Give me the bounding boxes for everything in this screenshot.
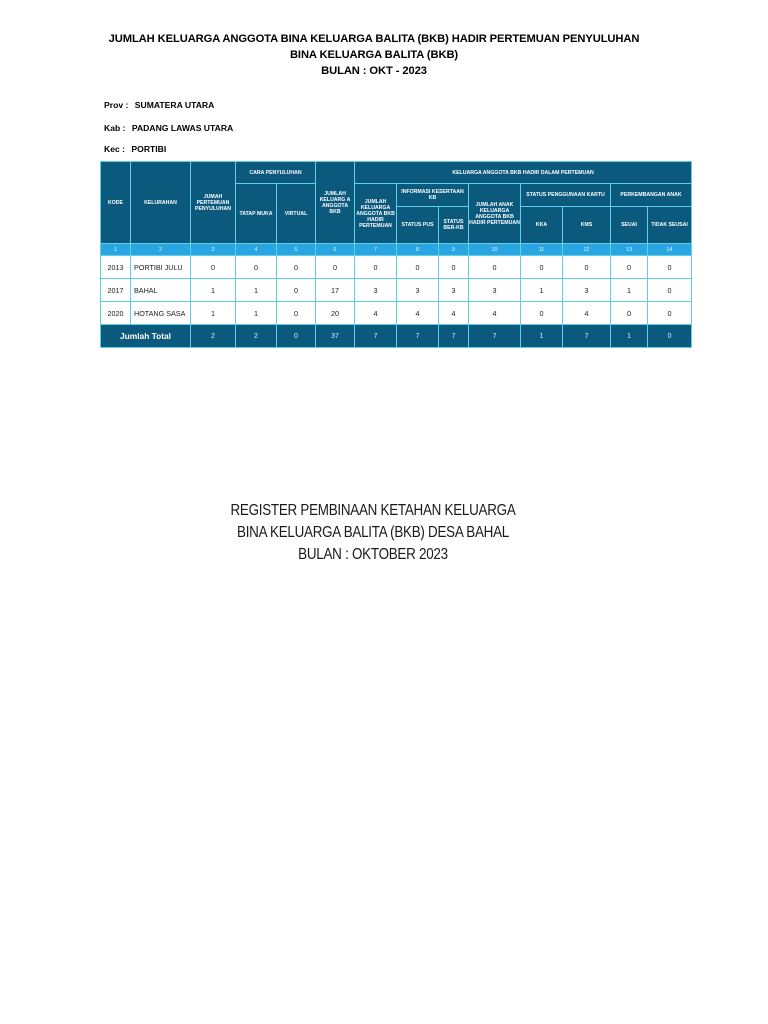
- table-cell: 20: [316, 302, 355, 325]
- header-jumlah-keluarga: JUMLAH KELUARG A ANGGOTA BKB: [316, 162, 355, 244]
- header-kode: KODE: [101, 162, 131, 244]
- table-cell: 0: [236, 256, 277, 279]
- cell-kelurahan: BAHAL: [131, 279, 191, 302]
- meta-prov-label: Prov :: [104, 100, 129, 110]
- table-cell: 4: [563, 302, 611, 325]
- column-number: 5: [277, 244, 316, 256]
- column-number: 9: [439, 244, 469, 256]
- meta-prov: [104, 100, 214, 110]
- table-row: [101, 302, 692, 325]
- total-cell: 2: [191, 325, 236, 348]
- cell-kelurahan: PORTIBI JULU: [131, 256, 191, 279]
- table-cell: 4: [397, 302, 439, 325]
- column-number: 7: [355, 244, 397, 256]
- header-status-berkb: STATUS BER-KB: [439, 207, 469, 244]
- meta-kab-label: Kab :: [104, 123, 126, 133]
- column-number: 6: [316, 244, 355, 256]
- table-cell: 1: [191, 279, 236, 302]
- table-cell: 0: [648, 302, 692, 325]
- meta-kec: [104, 144, 166, 154]
- register-title-line-1: REGISTER PEMBINAAN KETAHAN KELUARGA: [230, 502, 516, 519]
- header-jumlah-pertemuan: JUMAH PERTEMUAN PENYULUHAN: [191, 162, 236, 244]
- table-cell: 3: [469, 279, 521, 302]
- table-cell: 0: [397, 256, 439, 279]
- table-cell: 0: [355, 256, 397, 279]
- table-cell: 1: [236, 302, 277, 325]
- total-cell: 7: [397, 325, 439, 348]
- table-cell: 0: [611, 302, 648, 325]
- meta-kab-value: PADANG LAWAS UTARA: [131, 123, 234, 133]
- total-label: Jumlah Total: [101, 325, 191, 348]
- total-cell: 7: [469, 325, 521, 348]
- column-number: 3: [191, 244, 236, 256]
- table-cell: 0: [563, 256, 611, 279]
- total-cell: 7: [355, 325, 397, 348]
- total-cell: 1: [611, 325, 648, 348]
- column-number: 4: [236, 244, 277, 256]
- report-title-line-1: JUMLAH KELUARGA ANGGOTA BINA KELUARGA BALITA (BKB) HADIR PERTEMUAN PENYULUHAN: [108, 33, 640, 45]
- column-number: 14: [648, 244, 692, 256]
- table-cell: 0: [648, 279, 692, 302]
- table-row: [101, 279, 692, 302]
- register-title-line-2: BINA KELUARGA BALITA (BKB) DESA BAHAL: [237, 524, 509, 541]
- meta-kab: [104, 123, 233, 133]
- report-title-line-2: BINA KELUARGA BALITA (BKB): [289, 49, 459, 61]
- total-cell: 7: [563, 325, 611, 348]
- total-row: [101, 325, 692, 348]
- meta-kec-value: PORTIBI: [131, 144, 167, 154]
- column-number: 1: [101, 244, 131, 256]
- register-title-line-3: BULAN : OKTOBER 2023: [298, 546, 448, 563]
- table-cell: 0: [521, 256, 563, 279]
- cell-kode: 2020: [101, 302, 131, 325]
- header-kelurahan: KELURAHAN: [131, 162, 191, 244]
- table-cell: 3: [355, 279, 397, 302]
- report-title-line-3: BULAN : OKT - 2023: [321, 65, 427, 77]
- header-status-kartu: STATUS PENGGUNAAN KARTU: [521, 184, 611, 207]
- cell-kode: 2017: [101, 279, 131, 302]
- table-cell: 3: [397, 279, 439, 302]
- total-cell: 0: [277, 325, 316, 348]
- header-jumlah-keluarga-hadir: JUMLAH KELUARGA ANGGOTA BKB HADIR PERTEMUAN: [355, 184, 397, 244]
- table-cell: 1: [611, 279, 648, 302]
- header-informasi-kesertaan: INFORMASI KESERTAAN KB: [397, 184, 469, 207]
- cell-kelurahan: HOTANG SASA: [131, 302, 191, 325]
- meta-prov-value: SUMATERA UTARA: [134, 100, 215, 110]
- table-cell: 0: [277, 302, 316, 325]
- table-cell: 17: [316, 279, 355, 302]
- header-kms: KMS: [563, 207, 611, 244]
- column-number-row: [101, 244, 692, 256]
- table-cell: 0: [277, 256, 316, 279]
- total-cell: 0: [648, 325, 692, 348]
- total-cell: 37: [316, 325, 355, 348]
- table-cell: 0: [191, 256, 236, 279]
- table-cell: 4: [439, 302, 469, 325]
- table-cell: 1: [191, 302, 236, 325]
- table-cell: 0: [521, 302, 563, 325]
- table-cell: 1: [236, 279, 277, 302]
- column-number: 11: [521, 244, 563, 256]
- table-cell: 0: [469, 256, 521, 279]
- table-cell: 4: [355, 302, 397, 325]
- header-kka: KKA: [521, 207, 563, 244]
- table-cell: 0: [648, 256, 692, 279]
- header-sesuai: SEUAI: [611, 207, 648, 244]
- table-row: [101, 256, 692, 279]
- header-jumlah-anak: JUMLAH ANAK KELUARGA ANGGOTA BKB HADIR PERTEMUAN: [469, 184, 521, 244]
- table-cell: 0: [316, 256, 355, 279]
- table-cell: 0: [439, 256, 469, 279]
- bkb-attendance-table: [100, 161, 692, 348]
- column-number: 13: [611, 244, 648, 256]
- header-cara-penyuluhan: CARA PENYULUHAN: [236, 162, 316, 184]
- table-cell: 0: [277, 279, 316, 302]
- report-title: [0, 31, 748, 79]
- table-cell: 0: [611, 256, 648, 279]
- column-number: 8: [397, 244, 439, 256]
- column-number: 10: [469, 244, 521, 256]
- header-tidak-sesuai: TIDAK SEUSAI: [648, 207, 692, 244]
- meta-kec-label: Kec :: [104, 144, 126, 154]
- header-status-pus: STATUS PUS: [397, 207, 439, 244]
- header-keluarga-hadir-group: KELUARGA ANGGOTA BKB HADIR DALAM PERTEMUAN: [355, 162, 692, 184]
- header-virtual: VIRTUAL: [277, 184, 316, 244]
- total-cell: 1: [521, 325, 563, 348]
- table-cell: 4: [469, 302, 521, 325]
- column-number: 2: [131, 244, 191, 256]
- cell-kode: 2013: [101, 256, 131, 279]
- register-title: [52, 500, 694, 566]
- header-perkembangan-anak: PERKEMBANGAN ANAK: [611, 184, 692, 207]
- table-cell: 3: [563, 279, 611, 302]
- column-number: 12: [563, 244, 611, 256]
- header-tatap-muka: TATAP MUKA: [236, 184, 277, 244]
- table-cell: 1: [521, 279, 563, 302]
- total-cell: 2: [236, 325, 277, 348]
- table-cell: 3: [439, 279, 469, 302]
- total-cell: 7: [439, 325, 469, 348]
